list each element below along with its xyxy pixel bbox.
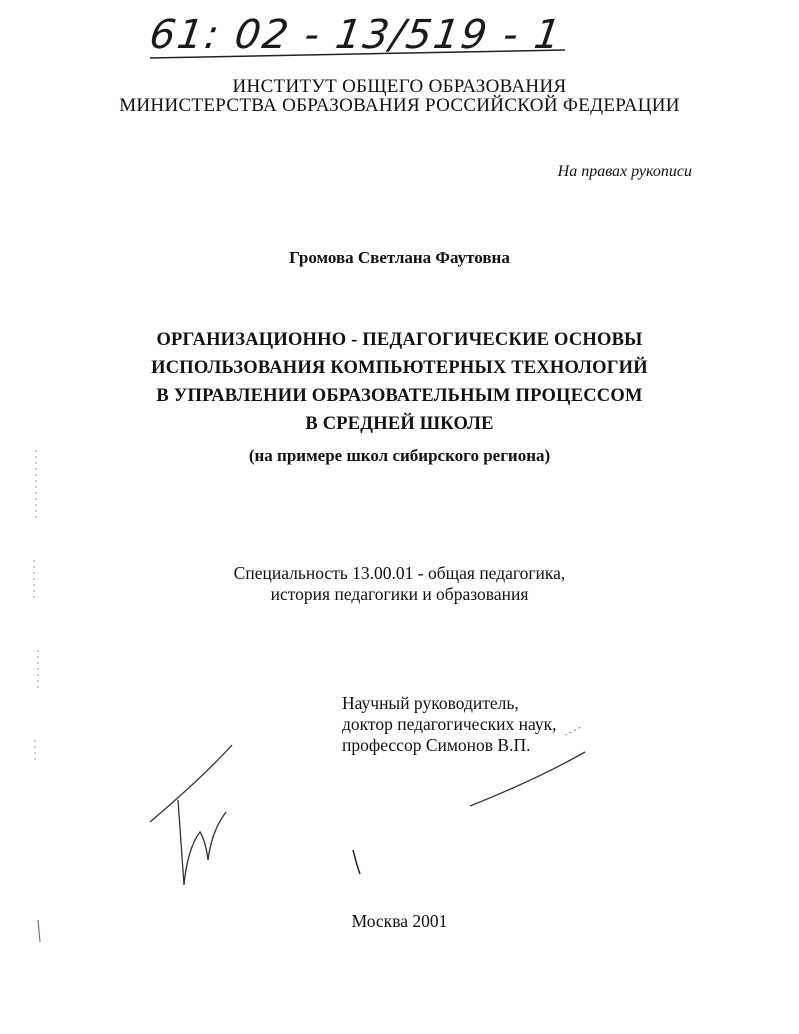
scan-edge-noise bbox=[34, 450, 38, 760]
ministry-name: МИНИСТЕРСТВА ОБРАЗОВАНИЯ РОССИЙСКОЙ ФЕДЕРАЦИИ bbox=[119, 95, 680, 116]
handwritten-catalog-number: 61: 02 - 13/519 - 1 bbox=[146, 12, 566, 58]
institute-name: ИНСТИТУТ ОБЩЕГО ОБРАЗОВАНИЯ bbox=[232, 76, 567, 97]
title-line: ОРГАНИЗАЦИОННО - ПЕДАГОГИЧЕСКИЕ ОСНОВЫ bbox=[156, 330, 643, 350]
scientific-advisor bbox=[342, 693, 642, 756]
advisor-line: профессор Симонов В.П. bbox=[342, 735, 531, 755]
thesis-subtitle: (на примере школ сибирского региона) bbox=[248, 446, 551, 465]
signature-stroke bbox=[178, 800, 226, 885]
signature-stroke bbox=[470, 752, 585, 806]
city-year: Москва 2001 bbox=[351, 911, 448, 931]
specialty-line: история педагогики и образования bbox=[270, 584, 529, 604]
title-line: В СРЕДНЕЙ ШКОЛЕ bbox=[305, 414, 494, 434]
title-line: ИСПОЛЬЗОВАНИЯ КОМПЬЮТЕРНЫХ ТЕХНОЛОГИЙ bbox=[151, 358, 648, 378]
pen-mark bbox=[353, 850, 360, 874]
manuscript-note: На правах рукописи bbox=[557, 163, 692, 180]
specialty bbox=[0, 563, 799, 605]
author-name: Громова Светлана Фаутовна bbox=[289, 248, 510, 267]
thesis-title bbox=[0, 326, 799, 438]
signature-stroke bbox=[150, 745, 232, 822]
advisor-line: Научный руководитель, bbox=[342, 693, 519, 713]
title-line: В УПРАВЛЕНИИ ОБРАЗОВАТЕЛЬНЫМ ПРОЦЕССОМ bbox=[156, 386, 643, 406]
specialty-line: Специальность 13.00.01 - общая педагогика, bbox=[233, 563, 566, 583]
advisor-line: доктор педагогических наук, bbox=[342, 714, 557, 734]
